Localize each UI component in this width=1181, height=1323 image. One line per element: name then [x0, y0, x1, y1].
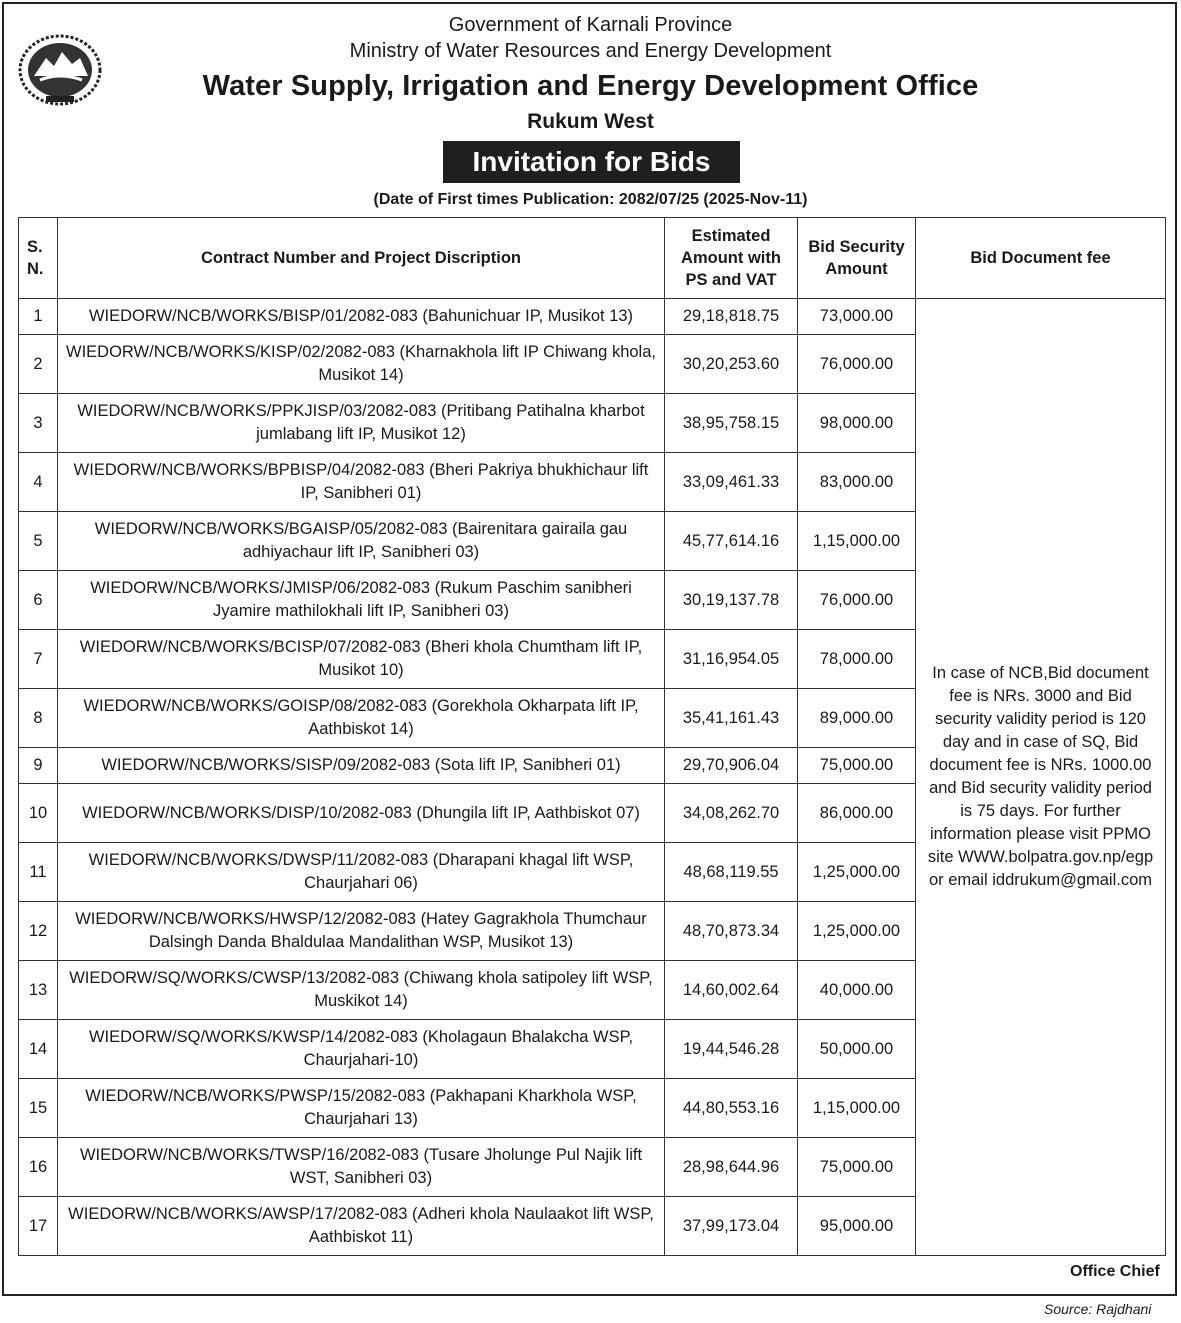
row-security: 75,000.00: [798, 1138, 916, 1197]
row-security: 86,000.00: [798, 784, 916, 843]
row-sn: 12: [19, 902, 58, 961]
row-description: WIEDORW/NCB/WORKS/AWSP/17/2082-083 (Adheri khola Naulaakot lift WSP, Aathbiskot 11): [58, 1197, 665, 1256]
row-description: WIEDORW/NCB/WORKS/KISP/02/2082-083 (Kharnakhola lift IP Chiwang khola, Musikot 14): [58, 335, 665, 394]
publication-date: (Date of First times Publication: 2082/07/25 (2025-Nov-11): [373, 191, 808, 208]
row-estimate: 35,41,161.43: [665, 689, 798, 748]
signatory: Office Chief: [1070, 1263, 1160, 1280]
row-sn: 15: [19, 1079, 58, 1138]
row-security: 78,000.00: [798, 630, 916, 689]
header-estimate: Estimated Amount with PS and VAT: [665, 218, 798, 299]
row-security: 40,000.00: [798, 961, 916, 1020]
row-description: WIEDORW/NCB/WORKS/HWSP/12/2082-083 (Hatey Gagrakhola Thumchaur Dalsingh Danda Bhaldulaa Mandalithan WSP, Musikot 13): [58, 902, 665, 961]
row-sn: 14: [19, 1020, 58, 1079]
row-estimate: 44,80,553.16: [665, 1079, 798, 1138]
row-sn: 8: [19, 689, 58, 748]
row-description: WIEDORW/NCB/WORKS/JMISP/06/2082-083 (Rukum Paschim sanibheri Jyamire mathilokhali lift IP, Sanibheri 03): [58, 571, 665, 630]
row-security: 73,000.00: [798, 299, 916, 335]
row-description: WIEDORW/NCB/WORKS/DWSP/11/2082-083 (Dharapani khagal lift WSP, Chaurjahari 06): [58, 843, 665, 902]
row-estimate: 38,95,758.15: [665, 394, 798, 453]
row-estimate: 34,08,262.70: [665, 784, 798, 843]
row-security: 1,25,000.00: [798, 843, 916, 902]
row-security: 1,15,000.00: [798, 1079, 916, 1138]
row-description: WIEDORW/SQ/WORKS/KWSP/14/2082-083 (Kholagaun Bhalakcha WSP, Chaurjahari-10): [58, 1020, 665, 1079]
row-description: WIEDORW/NCB/WORKS/PPKJISP/03/2082-083 (Pritibang Patihalna kharbot jumlabang lift IP, Musikot 12): [58, 394, 665, 453]
row-security: 75,000.00: [798, 748, 916, 784]
table-row: [19, 299, 1166, 335]
row-estimate: 30,19,137.78: [665, 571, 798, 630]
row-sn: 5: [19, 512, 58, 571]
row-description: WIEDORW/NCB/WORKS/BGAISP/05/2082-083 (Bairenitara gairaila gau adhiyachaur lift IP, Sanibheri 03): [58, 512, 665, 571]
row-security: 89,000.00: [798, 689, 916, 748]
notice-title: Invitation for Bids: [443, 141, 740, 183]
header-security: Bid Security Amount: [798, 218, 916, 299]
row-estimate: 33,09,461.33: [665, 453, 798, 512]
row-sn: 3: [19, 394, 58, 453]
row-estimate: 30,20,253.60: [665, 335, 798, 394]
ministry-name: Ministry of Water Resources and Energy Development: [349, 40, 832, 62]
row-sn: 9: [19, 748, 58, 784]
row-estimate: 29,18,818.75: [665, 299, 798, 335]
row-estimate: 28,98,644.96: [665, 1138, 798, 1197]
row-description: WIEDORW/NCB/WORKS/SISP/09/2082-083 (Sota lift IP, Sanibheri 01): [58, 748, 665, 784]
row-sn: 11: [19, 843, 58, 902]
row-sn: 7: [19, 630, 58, 689]
row-sn: 16: [19, 1138, 58, 1197]
row-security: 98,000.00: [798, 394, 916, 453]
row-sn: 1: [19, 299, 58, 335]
header-description: Contract Number and Project Discription: [58, 218, 665, 299]
row-estimate: 29,70,906.04: [665, 748, 798, 784]
row-sn: 13: [19, 961, 58, 1020]
row-description: WIEDORW/NCB/WORKS/BCISP/07/2082-083 (Bheri khola Chumtham lift IP, Musikot 10): [58, 630, 665, 689]
row-security: 1,25,000.00: [798, 902, 916, 961]
row-estimate: 48,70,873.34: [665, 902, 798, 961]
row-estimate: 31,16,954.05: [665, 630, 798, 689]
row-description: WIEDORW/NCB/WORKS/DISP/10/2082-083 (Dhungila lift IP, Aathbiskot 07): [58, 784, 665, 843]
row-estimate: 45,77,614.16: [665, 512, 798, 571]
row-sn: 17: [19, 1197, 58, 1256]
row-estimate: 37,99,173.04: [665, 1197, 798, 1256]
row-description: WIEDORW/NCB/WORKS/PWSP/15/2082-083 (Pakhapani Kharkhola WSP, Chaurjahari 13): [58, 1079, 665, 1138]
row-description: WIEDORW/NCB/WORKS/GOISP/08/2082-083 (Gorekhola Okharpata lift IP, Aathbiskot 14): [58, 689, 665, 748]
row-security: 95,000.00: [798, 1197, 916, 1256]
row-security: 50,000.00: [798, 1020, 916, 1079]
row-description: WIEDORW/NCB/WORKS/TWSP/16/2082-083 (Tusare Jholunge Pul Najik lift WST, Sanibheri 03): [58, 1138, 665, 1197]
district-name: Rukum West: [527, 110, 654, 133]
header-fee: Bid Document fee: [916, 218, 1166, 299]
row-sn: 4: [19, 453, 58, 512]
row-security: 76,000.00: [798, 335, 916, 394]
row-estimate: 14,60,002.64: [665, 961, 798, 1020]
bid-document-fee-note: In case of NCB,Bid document fee is NRs. 3000 and Bid security validity period is 120 day and in case of SQ, Bid document fee is NRs. 1000.00 and Bid security validity period is 75 days. For further information please visit PPMO site WWW.bolpatra.gov.np/egp or email iddrukum@gmail.com: [916, 299, 1166, 1256]
bids-table: [18, 217, 1166, 1256]
row-description: WIEDORW/NCB/WORKS/BISP/01/2082-083 (Bahunichuar IP, Musikot 13): [58, 299, 665, 335]
row-description: WIEDORW/NCB/WORKS/BPBISP/04/2082-083 (Bheri Pakriya bhukhichaur lift IP, Sanibheri 01): [58, 453, 665, 512]
row-sn: 10: [19, 784, 58, 843]
government-name: Government of Karnali Province: [448, 14, 733, 36]
table-header-row: [19, 218, 1166, 299]
row-estimate: 48,68,119.55: [665, 843, 798, 902]
row-sn: 2: [19, 335, 58, 394]
office-name: Water Supply, Irrigation and Energy Development Office: [202, 70, 979, 102]
row-security: 83,000.00: [798, 453, 916, 512]
row-estimate: 19,44,546.28: [665, 1020, 798, 1079]
source-credit: Source: Rajdhani: [1044, 1301, 1152, 1317]
row-security: 76,000.00: [798, 571, 916, 630]
row-sn: 6: [19, 571, 58, 630]
row-description: WIEDORW/SQ/WORKS/CWSP/13/2082-083 (Chiwang khola satipoley lift WSP, Muskikot 14): [58, 961, 665, 1020]
row-security: 1,15,000.00: [798, 512, 916, 571]
header-sn: S. N.: [19, 218, 58, 299]
